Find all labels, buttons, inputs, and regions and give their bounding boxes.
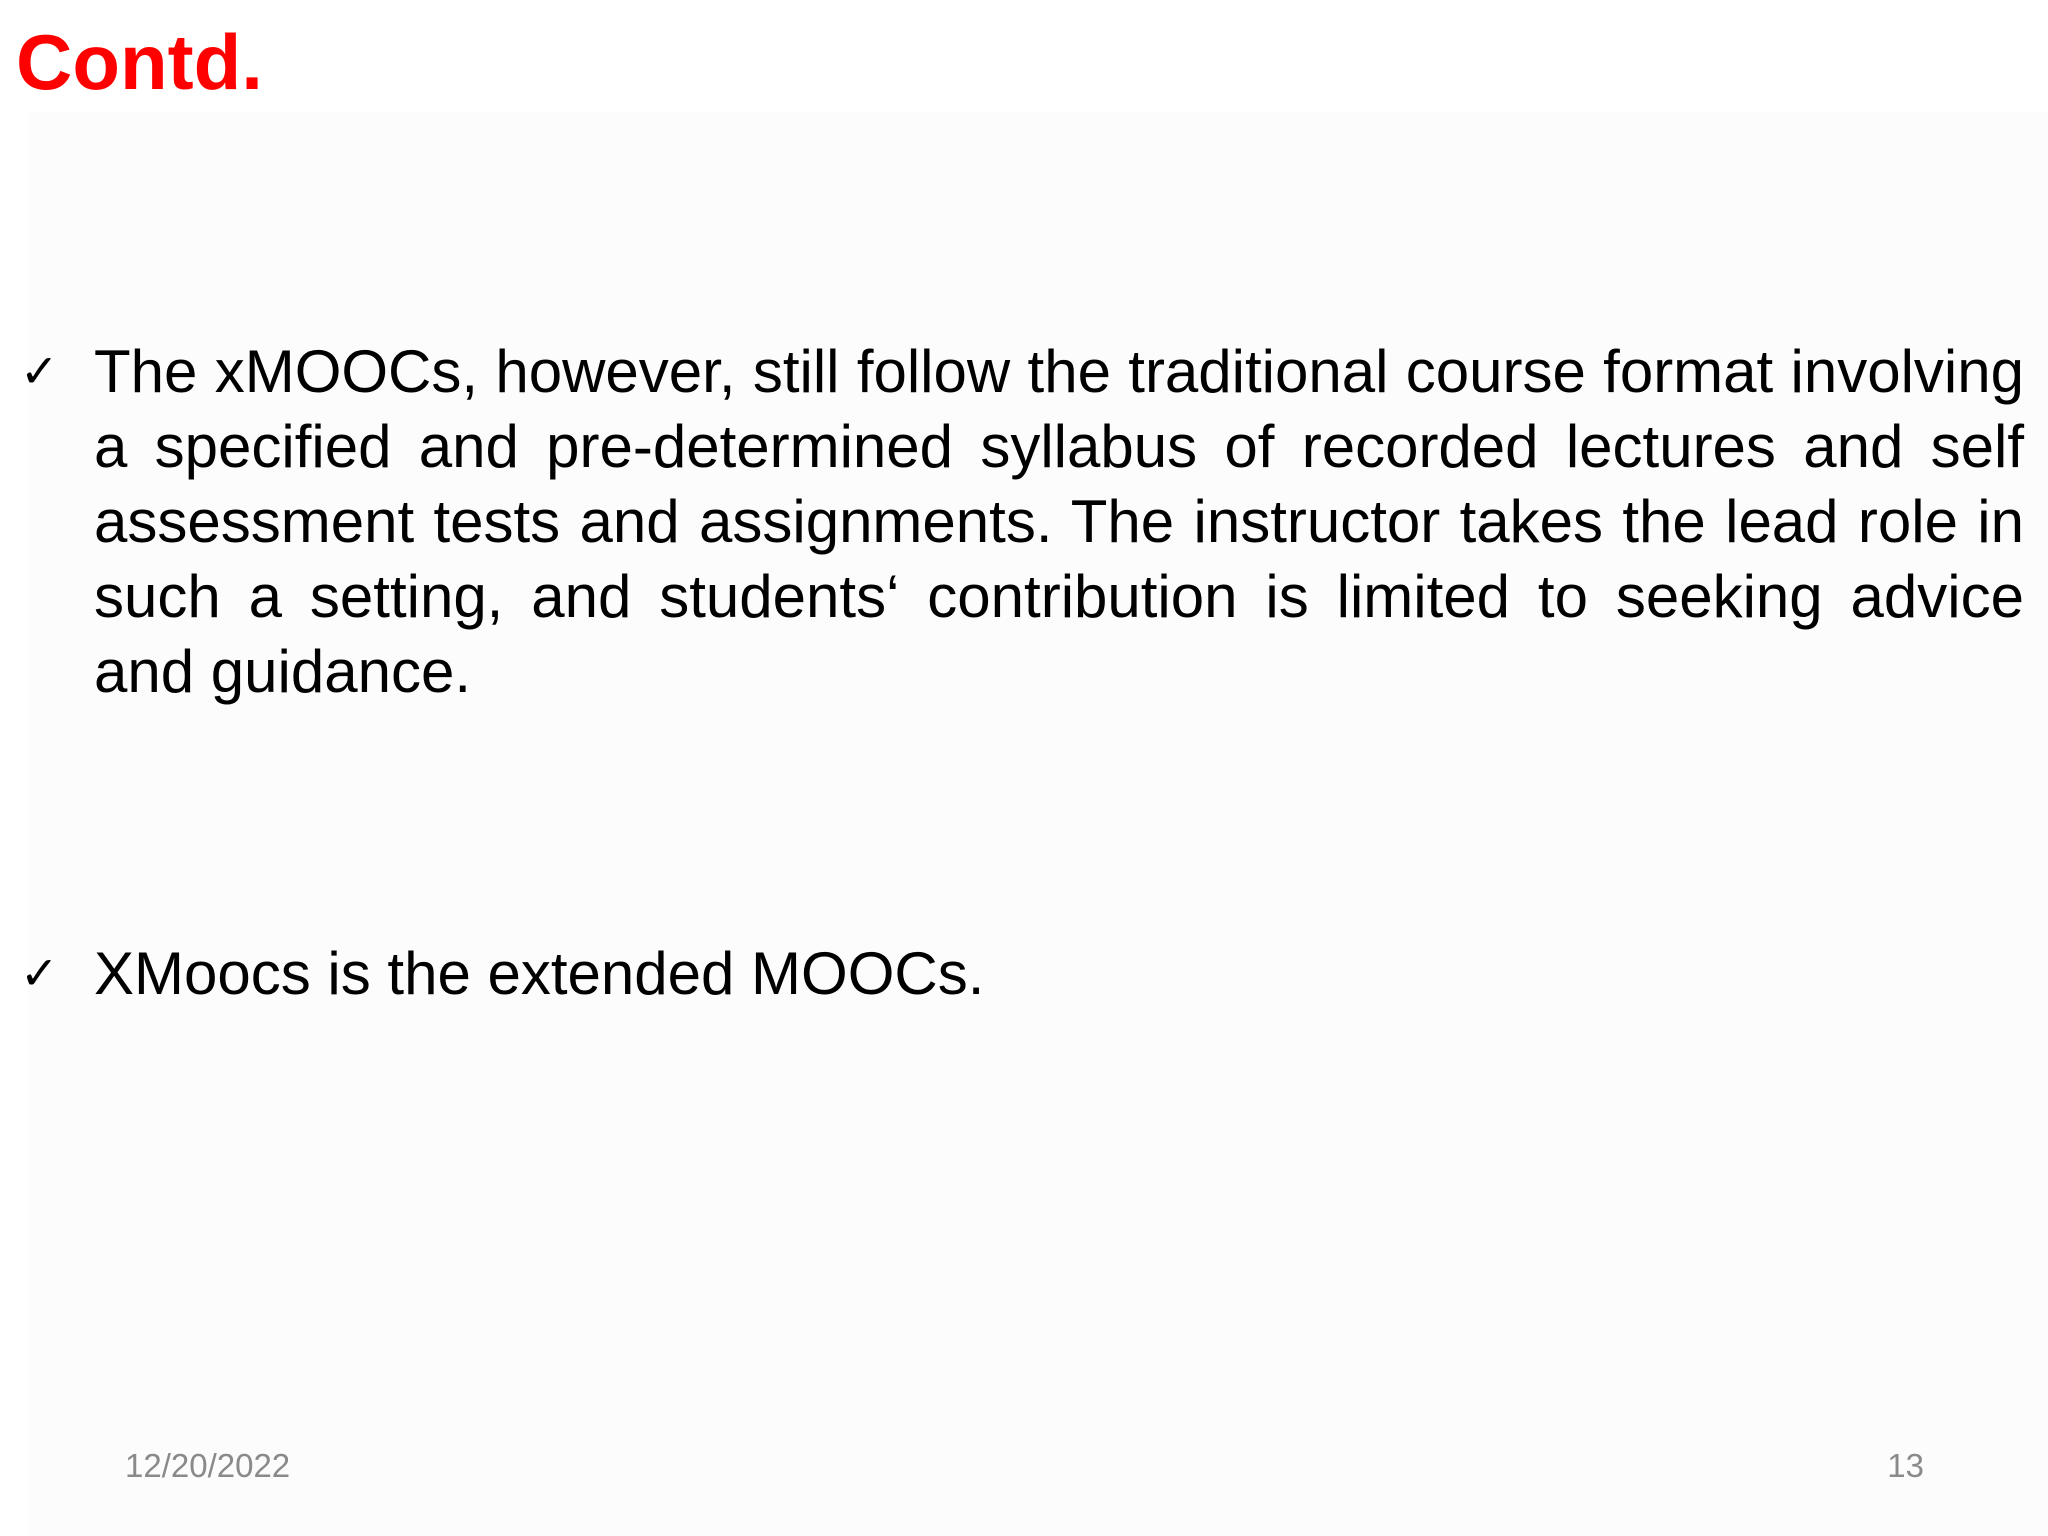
bullet-item <box>20 936 2024 1011</box>
slide-title: Contd. <box>16 18 263 106</box>
bullet-text: The xMOOCs, however, still follow the traditional course format involving a specified and pre-determined syllabus of recorded lectures and self assessment tests and assignments. The instructor takes the lead role in such a setting, and students‘ contribution is limited to seeking advice and guidance. <box>94 338 2024 705</box>
bullet-item <box>20 334 2024 709</box>
bullet-text: XMoocs is the extended MOOCs. <box>94 940 985 1007</box>
page-number: 13 <box>1887 1447 1924 1484</box>
content-area <box>28 112 2048 1536</box>
checkmark-icon: ✓ <box>20 344 59 398</box>
checkmark-icon: ✓ <box>20 946 59 1000</box>
footer-date: 12/20/2022 <box>125 1447 291 1484</box>
